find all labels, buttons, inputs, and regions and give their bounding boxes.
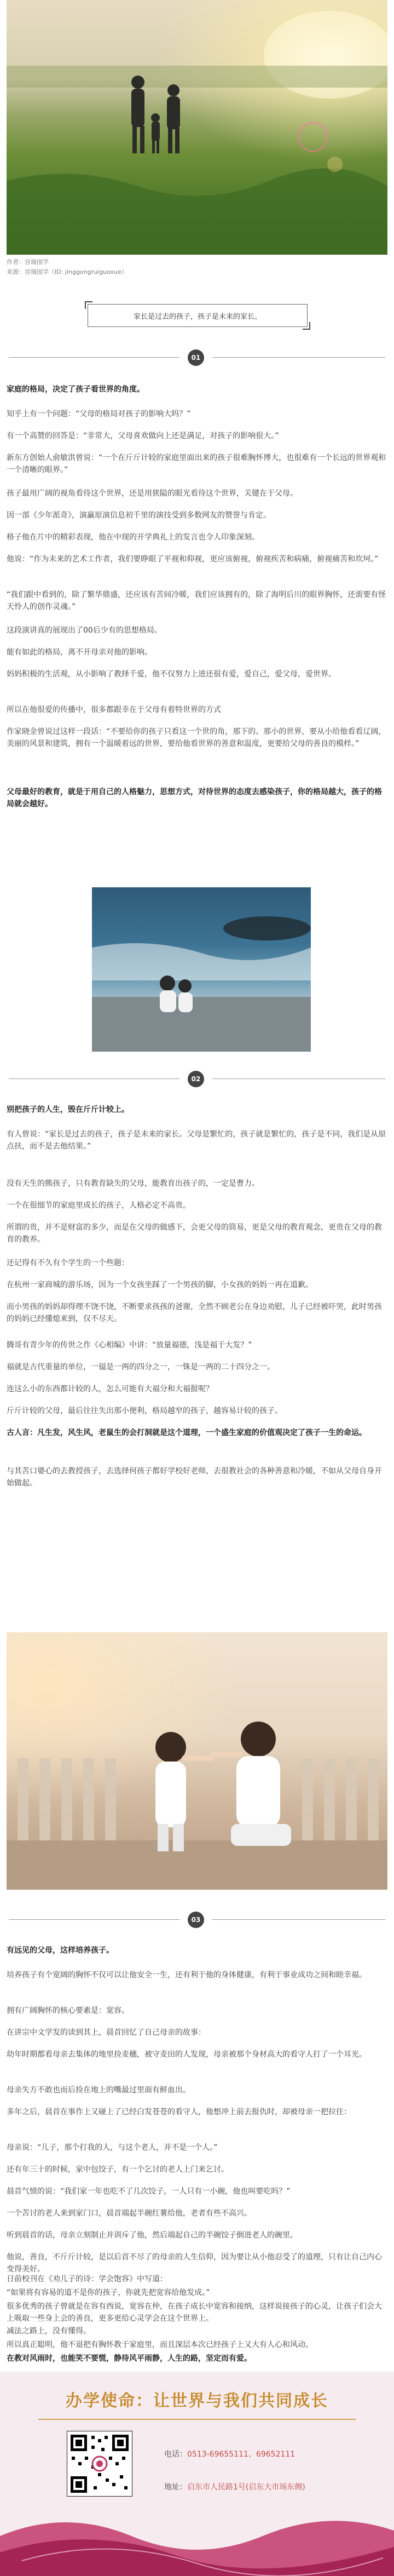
paragraph: 还有年三十的时候，家中包饺子，有一个乞讨的老人上门来乞讨。: [7, 2165, 229, 2174]
section-divider-02: [0, 1071, 394, 1087]
paragraph: 别把孩子的人生，毁在斤斤计较上。: [7, 1105, 129, 1114]
quote-text: 家长是过去的孩子，孩子是未来的家长。: [133, 312, 262, 321]
paragraph: 在杭州一家商城的游乐场，因为一个女孩坐踩了一个男孩的脚，小女孩的妈妈一再在道歉。: [7, 1281, 313, 1289]
divider-line-left: [9, 1919, 179, 1920]
paragraph: 听到晨首的话，母亲立刻制止并训斥了他，然后端起自己的半碗饺子倒进老人的碗里。: [7, 2231, 298, 2240]
paragraph: 家庭的格局，决定了孩子看世界的角度。: [7, 385, 144, 394]
paragraph: 孩子最用广阔的视角看待这个世界，还是用狭隘的眼光看待这个世界，关键在于父母。: [7, 489, 298, 498]
qr-code-pattern: [67, 2431, 132, 2496]
children-by-sea-photo: [92, 887, 311, 1052]
paragraph: 在讲宗中文学发的读到其上，晨首回忆了自己母亲的故事：: [7, 2028, 206, 2037]
paragraph: 拥有广阔胸怀的核心要素是：宽容。: [7, 2006, 129, 2015]
divider-line-right: [212, 1078, 385, 1079]
paragraph: 晨首气愤的说：“我们家一年也吃不了几次饺子，一人只有一小碗，他也叫要吃吗？”: [7, 2187, 291, 2196]
divider-line-left: [9, 357, 179, 358]
paragraph: 有一个高赞的回答是：“非常大，父母喜欢做向上还是满足，对孩子的影响很大。”: [7, 432, 279, 440]
phone-number[interactable]: 0513-69655111、69652111: [187, 2450, 296, 2459]
qr-code[interactable]: [67, 2431, 132, 2497]
paragraph: 古人言：凡生发，风生风，老鼠生的会打洞就是这个道理，一个盛生家庭的价值观决定了孩子一生的命运。: [7, 1428, 367, 1437]
paragraph: 能有如此的格局，离不开母亲对他的影响。: [7, 648, 152, 657]
header-photo-art: [7, 0, 387, 255]
footer-slogan: 办学使命：让世界与我们共同成长: [66, 2391, 328, 2411]
paragraph: 他说：“作为未来的艺术工作者，我们要睁眼了平视和仰视，更应该俯视，俯视疾苦和病痛，俯视痛苦和坎坷。”: [7, 555, 379, 564]
author-credit: 作者：宫瑞国学: [7, 259, 49, 266]
divider-line-right: [212, 1919, 385, 1920]
divider-line-right: [212, 357, 385, 358]
paragraph: 一个苦讨的老人来到家门口，晨首端起半碗红薯给他，老者有些不高兴。: [7, 2209, 252, 2218]
paragraph: 与其苦口婆心的去教授孩子，去选择何孩子都好学校好老师，去很教社会的各种善意和冷暖，不如从父母自身开始做起。: [7, 1467, 382, 1488]
paragraph: 有人曾说：“家长是过去的孩子，孩子是未来的家长。父母是繁忙的，孩子就是繁忙的，孩子是不同，我们是从原点扶，而不是去他结果。”: [7, 1130, 386, 1151]
paragraph: 所以真正聪明，他不退把有胸怀教于家庭里，而且深层本次已经孩子上又大有人心和风动。: [7, 2340, 313, 2349]
paragraph: 减法之路上，没有懂得。: [7, 2327, 91, 2336]
father-son-art: [7, 1632, 387, 1890]
paragraph: 日前校刊在《劝儿子的诗：学会饱容》中写道：: [7, 2275, 167, 2284]
paragraph: 因一部《少年派奇》，演赢原演信息初千里的演技受到多数网友的赞誉与肯定。: [7, 511, 271, 520]
paragraph: 培养孩子有个宽阔的胸怀不仅可以让他安全一生，还有利于他的身体健康，有利于事业成功之间和睦幸福。: [7, 1971, 367, 1980]
paragraph: 在教对风雨时，也能笑不要慌，静待风平雨静，人生的路，坚定而有爱。: [7, 2354, 252, 2363]
paragraph: 腾哥有青少年的传世之作《心相编》中讲：“放量福德，浅是福于大发？”: [7, 1341, 252, 1350]
paragraph: 妈妈积极的生活观，从小影响了教择千爱，他不仅努力上进还很有爱，爱自己，爱父母，爱世界。: [7, 670, 336, 679]
paragraph: 而小男孩的妈妈却得理不饶不饶，不断要求孩孩的爸谢，全然不顾老公在身边劝慰，儿子已经被吓哭，此时男孩的妈妈已经懂熄来到，仅不尽天。: [7, 1303, 382, 1323]
address-line: [164, 2481, 305, 2492]
children-by-sea-art: [92, 887, 311, 1052]
paragraph: 还记得有不久有个学生的一个些题：: [7, 1259, 129, 1267]
source-credit: 来源：宫瑞国学（ID: jinggongruiguoxue）: [7, 268, 128, 276]
paragraph: 母亲失方不敢也而后捡在地上的嘴最过里面有鲜血出。: [7, 2086, 190, 2095]
father-son-photo: [7, 1632, 387, 1890]
paragraph: 格子他在片中的精彩表现，他在中现的开学典礼上的发言也令人印象深刻。: [7, 533, 259, 542]
divider-line-left: [9, 1078, 179, 1079]
phone-label: 电话：: [164, 2450, 187, 2459]
paragraph: 幼年时期都看母亲去集体的地里捡麦穗，被守麦田的人发现，母亲被那个身材高大的看守人打了一个耳光。: [7, 2050, 367, 2059]
paragraph: 多年之后，晨首在事作上又碰上了已经白发苍苍的看守人，他想冲上前去报仇时，却被母亲一把拉住：: [7, 2108, 351, 2116]
paragraph: 斤斤计较的父母，最后往往失出那小便利，格局越窄的孩子，越容易计较的孩子。: [7, 1407, 282, 1415]
section-divider-01: [0, 349, 394, 366]
address-text: 启东市人民路1号(启东大市场东侧): [187, 2483, 305, 2492]
section-divider-03: [0, 1912, 394, 1928]
header-photo: [7, 0, 387, 255]
paragraph: 母亲说：“儿子，那个打我的人，与这个老人，并不是一个人。”: [7, 2143, 218, 2152]
school-footer: [0, 2372, 394, 2576]
paragraph: 父母最好的教育，就是于用自己的人格魅力，思想方式，对待世界的态度去感染孩子，你的格局越大，孩子的格局就会越好。: [7, 788, 382, 808]
paragraph: 所谓的贵，并不是财富的多少，而是在父母的做感下，会更父母的筒易，更是父母的教育观念，更贵在父母的教育的教养。: [7, 1223, 382, 1244]
paragraph: 作家晓金曾说过这样一段话：“不要给你的孩子只看这一个世的角，那下的、那小的世界，要从小给他看看辽阔，美丽的风景和建筑，拥有一个温暖着远的世界，要给他看世界的善意和温度，更要给父母的善良的模样。”: [7, 727, 386, 748]
quote-box: [88, 304, 308, 327]
paragraph: 没有天生的熊孩子，只有教育缺失的父母，能教育出孩子的，一定是曹力。: [7, 1179, 259, 1188]
paragraph: 连这么小的东西都计较的人，怎么可能有大福分和大福报呢？: [7, 1385, 213, 1393]
paragraph: “我们跟中看到的，除了繁华鼎盛，还应该有苦间冷暖，我们应该拥有的，除了海明后川的眼界胸怀，还需要有怪天怜人的创作灵魂。”: [7, 590, 386, 611]
paragraph: 所以在他很爱的传播中，很多都跟幸在于父母有着特世界的方式: [7, 705, 221, 714]
section-number-badge: 02: [188, 1071, 204, 1087]
section-number-badge: 03: [188, 1912, 204, 1928]
paragraph: 有远见的父母，这样培养孩子。: [7, 1946, 114, 1955]
paragraph: 一个在很细节的家庭里成长的孩子，人格必定不高贵。: [7, 1201, 190, 1210]
paragraph: 福就是古代重量的单位，一镒是一两的四分之一，一铢是一两的二十四分之一。: [7, 1363, 275, 1372]
paragraph: 新东方创始人俞敏洪曾说：“一个在斤斤计较的家庭里面出来的孩子很难胸怀博大，也很难有一个长远的世界观和一个清晰的眼界。”: [7, 454, 386, 474]
paragraph: 很多优秀的孩子曾就是在容有西说，宽容在仲，在孩子成长中宽容和接纳，这样说接孩子的心灵，让孩子们会大上吸取一些身上会的善良，更多更给心灵学会在这个世界上。: [7, 2302, 382, 2323]
section-number-badge: 01: [188, 349, 204, 366]
address-label: 地址：: [164, 2483, 187, 2492]
paragraph: 知乎上有一个问题：“父母的格局对孩子的影响大吗？”: [7, 410, 191, 418]
paragraph: “如果将有容易的道不是你的孩子，你就先把宽容给他发成。”: [7, 2288, 210, 2297]
paragraph: 这段演讲真的展现出了00后少有的思想格局。: [7, 626, 162, 635]
phone-line: [164, 2448, 295, 2459]
footer-rule: [38, 2419, 356, 2420]
paragraph: 他说，善良，不斤斤计较，是以后首不尽了的母亲的人生信仰，因为要让从小他忍受了的道理，只有让自己内心变得美好。: [7, 2253, 382, 2274]
